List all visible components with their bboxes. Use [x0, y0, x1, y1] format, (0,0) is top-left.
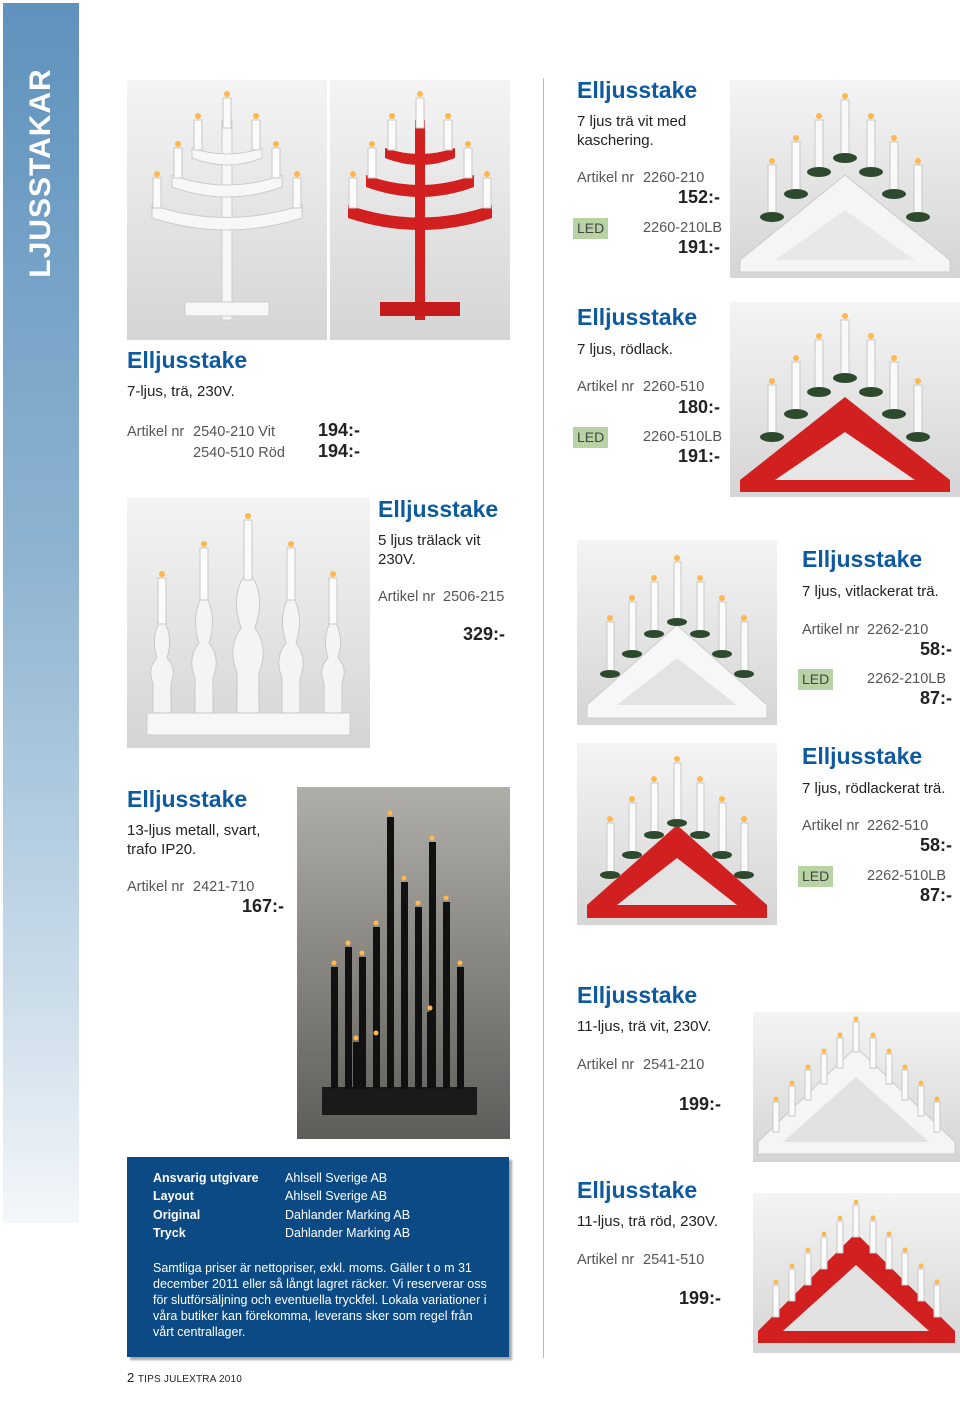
article-label: Artikel nr — [378, 589, 436, 605]
price: 199:- — [679, 1094, 722, 1114]
led-article-code: 2260-510LB — [643, 429, 723, 445]
product-title: Elljusstake — [577, 1177, 698, 1203]
product-image-white-arch-simple — [577, 540, 777, 725]
product-image-red-arch-simple — [577, 743, 777, 925]
info-label: Layout — [153, 1189, 194, 1203]
product-image-red-tree-candlestick — [330, 80, 510, 340]
led-price: 191:- — [678, 446, 721, 466]
product-description: 7 ljus, vitlackerat trä. — [802, 583, 939, 600]
led-article-code: 2260-210LB — [643, 220, 723, 236]
price: 199:- — [679, 1288, 722, 1308]
price: 152:- — [678, 187, 721, 207]
led-badge: LED — [798, 866, 833, 887]
product-title: Elljusstake — [577, 304, 698, 330]
info-label: Ansvarig utgivare — [153, 1171, 259, 1185]
product-description: 7 ljus, rödlackerat trä. — [802, 780, 946, 797]
product-description: 7-ljus, trä, 230V. — [127, 383, 235, 400]
product-description: 5 ljus trälack vit 230V. — [378, 532, 481, 568]
led-price: 87:- — [920, 885, 953, 905]
publisher-info-box — [127, 1157, 509, 1357]
price: 194:- — [318, 441, 361, 461]
article-label: Artikel nr — [577, 379, 635, 395]
info-disclaimer: Samtliga priser är nettopriser, exkl. moms. Gäller t o m 31 december 2011 eller så långt lagret räcker. Vi reserverar oss för slutförsäljning och eventuella tryckfel. Lokala variationer i våra butiker kan förekomma, leverans sker som regel från vårt centrallager. — [153, 1261, 487, 1339]
article-code: 2260-210 — [643, 170, 705, 186]
page-footer — [127, 1370, 242, 1385]
led-price: 87:- — [920, 688, 953, 708]
price: 58:- — [920, 639, 953, 659]
article-label: Artikel nr — [577, 1057, 635, 1073]
sidebar-band — [3, 3, 79, 1223]
article-label: Artikel nr — [577, 170, 635, 186]
article-code: 2260-510 — [643, 379, 705, 395]
product-image-white-arch-ornate — [730, 80, 960, 278]
product-image-black-metal — [297, 787, 510, 1139]
price: 329:- — [463, 624, 506, 644]
article-code: 2541-210 — [643, 1057, 705, 1073]
info-value: Dahlander Marking AB — [285, 1226, 411, 1240]
led-badge: LED — [573, 427, 608, 448]
article-label: Artikel nr — [802, 818, 860, 834]
led-badge: LED — [798, 669, 833, 690]
led-article-code: 2262-510LB — [867, 868, 947, 884]
article-label: Artikel nr — [802, 622, 860, 638]
article-code: 2421-710 — [193, 879, 255, 895]
publication-name: TIPS JULEXTRA 2010 — [137, 1374, 243, 1385]
led-price: 191:- — [678, 237, 721, 257]
info-label: Tryck — [153, 1226, 186, 1240]
product-image-red-arch-ornate — [730, 302, 960, 497]
product-title: Elljusstake — [577, 982, 698, 1008]
product-title: Elljusstake — [127, 347, 248, 373]
article-code: 2541-510 — [643, 1252, 705, 1268]
product-description: 11-ljus, trä vit, 230V. — [577, 1018, 712, 1035]
product-image-white-five-candle — [127, 498, 370, 748]
info-value: Ahlsell Sverige AB — [285, 1171, 388, 1185]
article-code: 2540-510 Röd — [193, 445, 285, 461]
column-divider — [543, 78, 544, 1358]
info-value: Dahlander Marking AB — [285, 1208, 411, 1222]
article-label: Artikel nr — [127, 424, 185, 440]
product-title: Elljusstake — [577, 77, 698, 103]
page-number: 2 — [127, 1370, 135, 1385]
price: 167:- — [242, 896, 285, 916]
product-image-red-eleven-light — [753, 1193, 960, 1353]
product-description: 11-ljus, trä röd, 230V. — [577, 1213, 718, 1230]
product-description: 13-ljus metall, svart, trafo IP20. — [127, 822, 261, 858]
article-code: 2540-210 Vit — [193, 424, 275, 440]
product-description: 7 ljus, rödlack. — [577, 341, 673, 358]
product-image-white-eleven-light — [753, 1012, 960, 1162]
article-label: Artikel nr — [127, 879, 185, 895]
info-value: Ahlsell Sverige AB — [285, 1189, 388, 1203]
product-title: Elljusstake — [802, 743, 923, 769]
price: 194:- — [318, 420, 361, 440]
led-article-code: 2262-210LB — [867, 671, 947, 687]
product-description: 7 ljus trä vit med kaschering. — [577, 113, 687, 149]
article-code: 2506-215 — [443, 589, 505, 605]
price: 58:- — [920, 835, 953, 855]
product-title: Elljusstake — [127, 786, 248, 812]
info-label: Original — [153, 1208, 201, 1222]
article-code: 2262-210 — [867, 622, 929, 638]
product-image-white-tree-candlestick — [127, 80, 327, 340]
article-label: Artikel nr — [577, 1252, 635, 1268]
product-title: Elljusstake — [802, 546, 923, 572]
price: 180:- — [678, 397, 721, 417]
product-title: Elljusstake — [378, 496, 499, 522]
led-badge: LED — [573, 218, 608, 239]
article-code: 2262-510 — [867, 818, 929, 834]
section-title: LJUSSTAKAR — [24, 68, 57, 278]
